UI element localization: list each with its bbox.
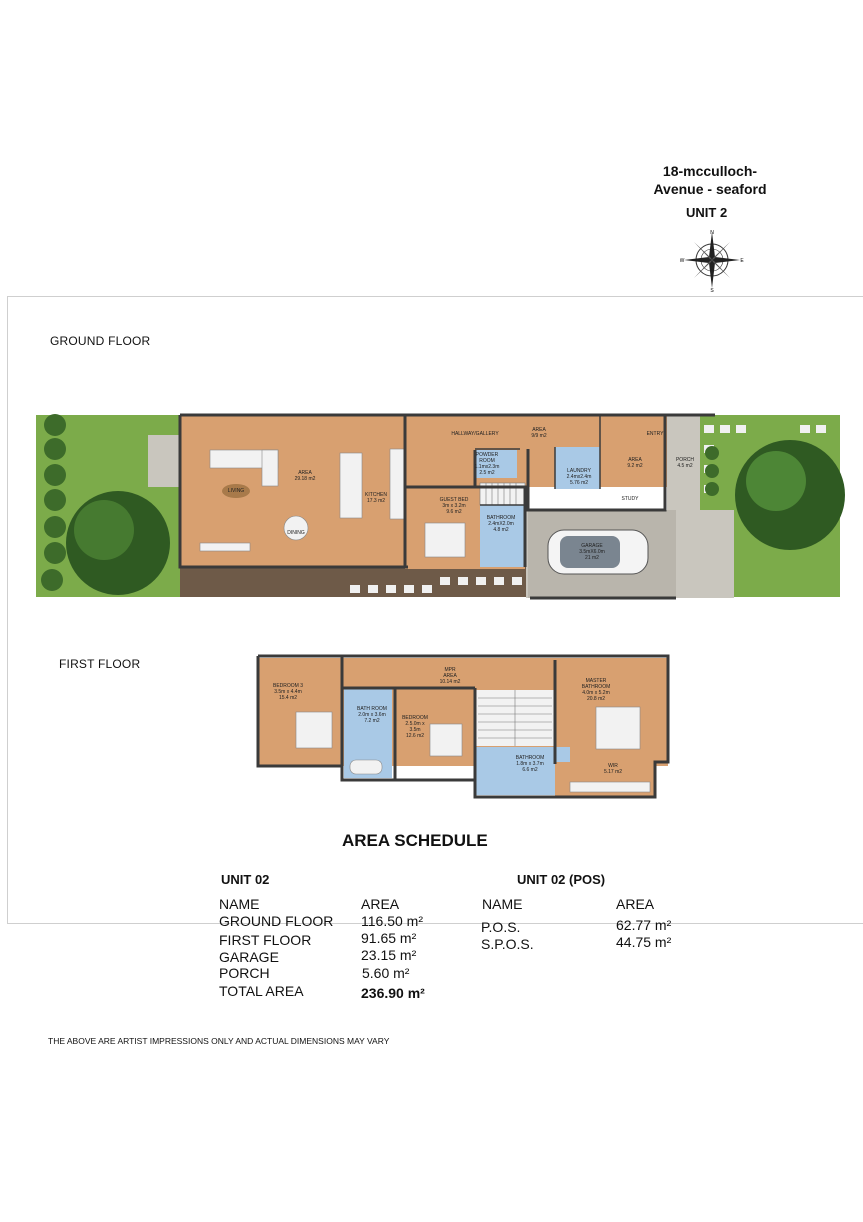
room-entry-area: AREA 9.2 m2 (627, 457, 643, 469)
schedule-row-area: 116.50 m² (361, 913, 423, 929)
room-bathroom-first-2: BATHROOM 1.8m x 3.7m 6.6 m2 (515, 755, 545, 773)
room-study: STUDY (621, 496, 639, 502)
schedule-right-col-name: NAME (482, 896, 523, 912)
disclaimer: THE ABOVE ARE ARTIST IMPRESSIONS ONLY AND ACTUAL DIMENSIONS MAY VARY (48, 1036, 390, 1046)
schedule-row-name: PORCH (219, 965, 270, 981)
room-bedroom: BEDROOM 2.5.0m x 3.5m 12.6 m2 (402, 715, 428, 739)
room-kitchen: KITCHEN 17.3 m2 (365, 492, 387, 504)
room-laundry: LAUNDRY 2.4mx2.4m 5.76 m2 (566, 468, 592, 486)
schedule-heading: AREA SCHEDULE (342, 831, 488, 850)
room-bedroom-3: BEDROOM 3 3.5m x 4.4m 15.4 m2 (272, 683, 303, 701)
room-guest-bed: GUEST BED 3m x 3.2m 9.6 m2 (439, 497, 469, 515)
schedule-row-name: S.P.O.S. (481, 936, 534, 952)
compass-w: W (680, 258, 685, 264)
title-line-1: 18-mcculloch- (662, 163, 758, 179)
schedule-row-area: 23.15 m² (361, 947, 417, 963)
room-hall-area: AREA 9/9 m2 (531, 427, 547, 439)
schedule-row-area: 44.75 m² (616, 934, 672, 950)
schedule-left-col-name: NAME (219, 896, 260, 912)
ground-floor-label: GROUND FLOOR (50, 334, 151, 348)
project-title (630, 162, 790, 198)
compass-s: S (710, 288, 714, 292)
schedule-row-name: FIRST FLOOR (219, 932, 312, 948)
room-mpr: MPR AREA 10.14 m2 (439, 667, 461, 685)
schedule-row-area: 5.60 m² (362, 965, 410, 981)
compass-e: E (740, 258, 744, 264)
schedule-row-name: P.O.S. (481, 919, 521, 935)
schedule-left-col-area: AREA (361, 896, 400, 912)
room-bathroom-first-1: BATH ROOM 2.0m x 3.6m 7.2 m2 (357, 706, 387, 724)
schedule-row-name: GROUND FLOOR (219, 913, 334, 929)
schedule-total-area: 236.90 m² (361, 985, 425, 1001)
first-floor-label: FIRST FLOOR (59, 657, 141, 671)
room-dining: DINING (287, 530, 305, 536)
room-wir: WIR 5.17 m2 (603, 763, 623, 775)
plan-frame (7, 296, 863, 924)
room-master: MASTER BATHROOM 4.0m x 5.2m 20.8 m2 (581, 678, 611, 702)
schedule-right-title: UNIT 02 (POS) (517, 872, 606, 887)
room-entry: ENTRY (646, 431, 664, 437)
schedule-right-col-area: AREA (616, 896, 655, 912)
schedule-row-name: TOTAL AREA (219, 983, 304, 999)
room-hallway: HALLWAY/GALLERY (451, 431, 499, 437)
room-living-area: AREA 29.18 m2 (294, 470, 316, 482)
unit-label: UNIT 2 (686, 205, 728, 220)
room-bathroom-ground: BATHROOM 2.4mX2.0m 4.8 m2 (486, 515, 516, 533)
compass-n: N (710, 230, 714, 236)
schedule-row-area: 62.77 m² (616, 917, 672, 933)
room-living: LIVING (227, 488, 245, 494)
room-garage: GARAGE 3.5mX6.0m 21 m2 (579, 543, 605, 561)
compass-icon (680, 228, 744, 292)
schedule-left-title: UNIT 02 (221, 872, 270, 887)
schedule-row-area: 91.65 m² (361, 930, 417, 946)
schedule-row-name: GARAGE (219, 949, 279, 965)
room-powder: POWDER ROOM 1.1mx2.3m 2.5 m2 (474, 452, 500, 476)
title-line-2: Avenue - seaford (653, 181, 767, 197)
room-porch: PORCH 4.5 m2 (675, 457, 695, 469)
